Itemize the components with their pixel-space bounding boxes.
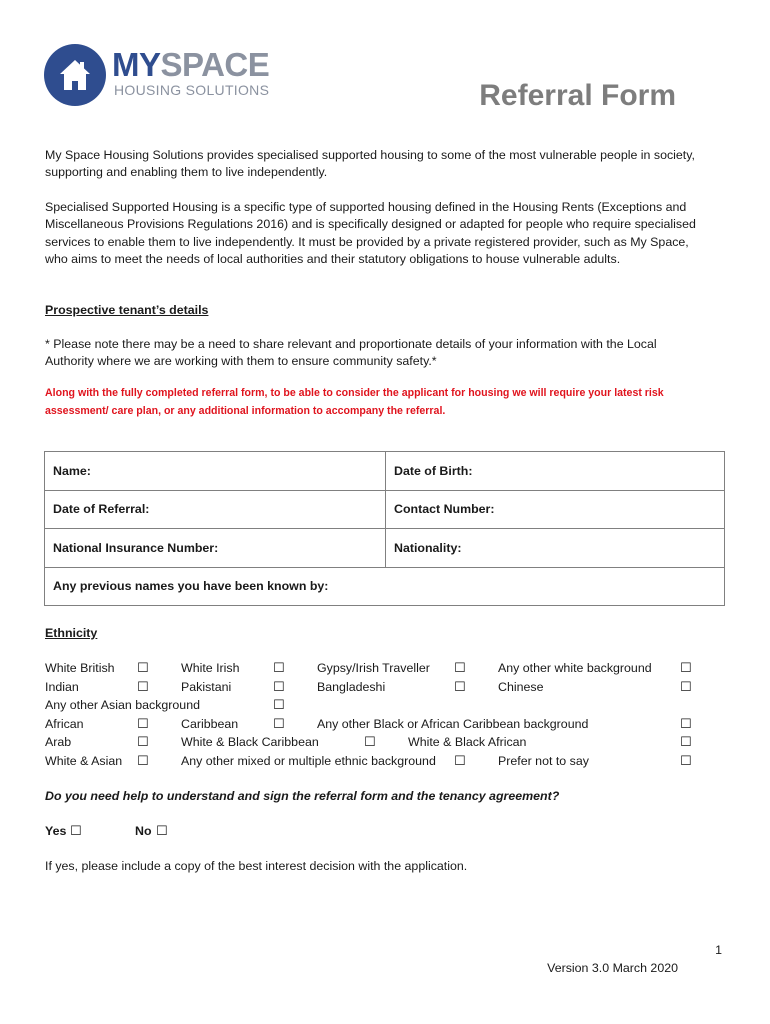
ethnicity-label-white-british: White British [45,661,115,675]
checkbox-caribbean[interactable]: ☐ [273,717,285,732]
contact-number-field[interactable]: Contact Number: [386,490,725,529]
ethnicity-label-other-mixed: Any other mixed or multiple ethnic background [181,754,436,768]
checkbox-white-black-caribbean[interactable]: ☐ [364,735,376,750]
best-interest-instruction: If yes, please include a copy of the best interest decision with the application. [45,859,468,873]
ethnicity-label-other-asian: Any other Asian background [45,698,200,712]
name-field[interactable]: Name: [45,452,386,491]
checkbox-indian[interactable]: ☐ [137,680,149,695]
checkbox-other-black[interactable]: ☐ [680,717,692,732]
ethnicity-label-prefer-not-to-say: Prefer not to say [498,754,589,768]
ethnicity-label-pakistani: Pakistani [181,680,232,694]
checkbox-bangladeshi[interactable]: ☐ [454,680,466,695]
checkbox-gypsy-irish-traveller[interactable]: ☐ [454,661,466,676]
ni-number-field[interactable]: National Insurance Number: [45,529,386,568]
checkbox-chinese[interactable]: ☐ [680,680,692,695]
checkbox-african[interactable]: ☐ [137,717,149,732]
checkbox-white-british[interactable]: ☐ [137,661,149,676]
yes-label: Yes [45,824,67,838]
help-question: Do you need help to understand and sign the referral form and the tenancy agreement? [45,789,560,803]
ethnicity-label-caribbean: Caribbean [181,717,239,731]
previous-names-field[interactable]: Any previous names you have been known by: [45,567,725,606]
checkbox-white-black-african[interactable]: ☐ [680,735,692,750]
ethnicity-label-white-black-african: White & Black African [408,735,527,749]
risk-assessment-warning: Along with the fully completed referral form, to be able to consider the applicant for housing we will require your latest risk assessment/ care plan, or any additional information to accompany the referral. [45,387,664,417]
ethnicity-label-gypsy-irish-traveller: Gypsy/Irish Traveller [317,661,430,675]
tenant-details-table [44,451,725,606]
tenant-details-heading: Prospective tenant’s details [45,303,209,317]
ethnicity-label-white-black-caribbean: White & Black Caribbean [181,735,319,749]
ethnicity-heading: Ethnicity [45,626,98,640]
ethnicity-label-white-irish: White Irish [181,661,240,675]
referral-date-field[interactable]: Date of Referral: [45,490,386,529]
checkbox-other-mixed[interactable]: ☐ [454,754,466,769]
checkbox-prefer-not-to-say[interactable]: ☐ [680,754,692,769]
house-icon [54,54,96,96]
no-label: No [135,824,152,838]
checkbox-other-asian[interactable]: ☐ [273,698,285,713]
checkbox-other-white[interactable]: ☐ [680,661,692,676]
checkbox-white-asian[interactable]: ☐ [137,754,149,769]
ethnicity-label-indian: Indian [45,680,79,694]
version-label: Version 3.0 March 2020 [547,961,678,975]
intro-paragraph-2: Specialised Supported Housing is a specific type of supported housing defined in the Housing Rents (Exceptions and Miscellaneous Provisions Regulations 2016) and is specifically designed or adapted for people who require specialised services to enable them to live independently. It must be provided by a private registered provider, such as My Space, who aims to meet the needs of local authorities and their statutory obligations to house vulnerable adults. [45,200,696,266]
checkbox-pakistani[interactable]: ☐ [273,680,285,695]
ethnicity-label-other-white: Any other white background [498,661,652,675]
checkbox-no[interactable]: ☐ [156,824,168,839]
ethnicity-label-arab: Arab [45,735,72,749]
checkbox-yes[interactable]: ☐ [70,824,82,839]
nationality-field[interactable]: Nationality: [386,529,725,568]
myspace-logo [44,44,284,110]
ethnicity-label-chinese: Chinese [498,680,544,694]
intro-paragraph-1: My Space Housing Solutions provides specialised supported housing to some of the most vulnerable people in society, supporting and enabling them to live independently. [45,148,695,180]
logo-tagline: HOUSING SOLUTIONS [114,82,270,98]
logo-house-emblem [44,44,106,106]
ethnicity-label-bangladeshi: Bangladeshi [317,680,386,694]
ethnicity-label-white-asian: White & Asian [45,754,123,768]
logo-wordmark: MYSPACE [112,46,270,83]
page-title: Referral Form [479,79,676,112]
privacy-note: * Please note there may be a need to share relevant and proportionate details of your information with the Local Authority where we are working with them to ensure community safety.* [45,337,657,369]
checkbox-arab[interactable]: ☐ [137,735,149,750]
ethnicity-label-african: African [45,717,84,731]
ethnicity-label-other-black: Any other Black or African Caribbean background [317,717,589,731]
page-number: 1 [715,943,722,957]
checkbox-white-irish[interactable]: ☐ [273,661,285,676]
dob-field[interactable]: Date of Birth: [386,452,725,491]
